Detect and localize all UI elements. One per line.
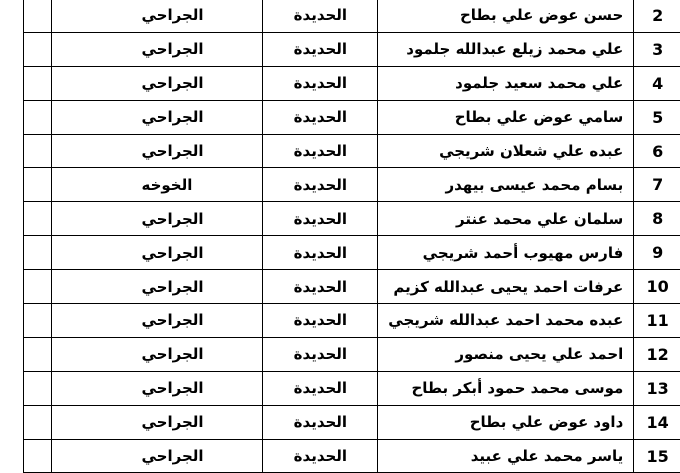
blank-cell	[24, 134, 52, 168]
district-cell: الجراحي	[51, 371, 263, 405]
table-row	[24, 168, 680, 202]
table-body	[24, 0, 680, 473]
name-cell: فارس مهيوب أحمد شريجي	[378, 236, 634, 270]
name-cell: احمد علي يحيى منصور	[378, 337, 634, 371]
district-cell: الجراحي	[51, 100, 263, 134]
table-row	[24, 236, 680, 270]
governorate-cell: الحديدة	[263, 405, 378, 439]
row-number-cell: 15	[634, 439, 680, 473]
row-number-cell: 2	[634, 0, 680, 32]
table-row	[24, 371, 680, 405]
blank-cell	[24, 0, 52, 32]
row-number-cell: 5	[634, 100, 680, 134]
table-row	[24, 134, 680, 168]
governorate-cell: الحديدة	[263, 236, 378, 270]
names-table	[23, 0, 680, 473]
blank-cell	[24, 371, 52, 405]
district-cell: الجراحي	[51, 270, 263, 304]
name-cell: عبده محمد احمد عبدالله شريجي	[378, 304, 634, 338]
row-number-cell: 14	[634, 405, 680, 439]
district-cell: الجراحي	[51, 337, 263, 371]
blank-cell	[24, 236, 52, 270]
table-row	[24, 32, 680, 66]
row-number-cell: 3	[634, 32, 680, 66]
row-number-cell: 6	[634, 134, 680, 168]
governorate-cell: الحديدة	[263, 0, 378, 32]
governorate-cell: الحديدة	[263, 270, 378, 304]
district-cell: الجراحي	[51, 439, 263, 473]
district-cell: الجراحي	[51, 405, 263, 439]
blank-cell	[24, 32, 52, 66]
table-row	[24, 405, 680, 439]
name-cell: موسى محمد حمود أبكر بطاح	[378, 371, 634, 405]
governorate-cell: الحديدة	[263, 66, 378, 100]
row-number-cell: 11	[634, 304, 680, 338]
district-cell: الجراحي	[51, 66, 263, 100]
blank-cell	[24, 168, 52, 202]
district-cell: الجراحي	[51, 236, 263, 270]
governorate-cell: الحديدة	[263, 371, 378, 405]
name-cell: سامي عوض علي بطاح	[378, 100, 634, 134]
governorate-cell: الحديدة	[263, 304, 378, 338]
name-cell: عرفات احمد يحيى عبدالله كزيم	[378, 270, 634, 304]
row-number-cell: 10	[634, 270, 680, 304]
district-cell: الجراحي	[51, 202, 263, 236]
district-cell: الجراحي	[51, 304, 263, 338]
governorate-cell: الحديدة	[263, 168, 378, 202]
blank-cell	[24, 405, 52, 439]
governorate-cell: الحديدة	[263, 100, 378, 134]
row-number-cell: 7	[634, 168, 680, 202]
governorate-cell: الحديدة	[263, 439, 378, 473]
blank-cell	[24, 337, 52, 371]
governorate-cell: الحديدة	[263, 202, 378, 236]
blank-cell	[24, 66, 52, 100]
blank-cell	[24, 439, 52, 473]
blank-cell	[24, 100, 52, 134]
table-row	[24, 100, 680, 134]
governorate-cell: الحديدة	[263, 32, 378, 66]
governorate-cell: الحديدة	[263, 134, 378, 168]
district-cell: الجراحي	[51, 134, 263, 168]
blank-cell	[24, 202, 52, 236]
district-cell: الخوخه	[51, 168, 263, 202]
district-cell: الجراحي	[51, 0, 263, 32]
blank-cell	[24, 270, 52, 304]
governorate-cell: الحديدة	[263, 337, 378, 371]
table-row	[24, 202, 680, 236]
name-cell: علي محمد زيلع عبدالله جلمود	[378, 32, 634, 66]
row-number-cell: 9	[634, 236, 680, 270]
table-row	[24, 439, 680, 473]
name-cell: ياسر محمد علي عبيد	[378, 439, 634, 473]
name-cell: داود عوض علي بطاح	[378, 405, 634, 439]
row-number-cell: 13	[634, 371, 680, 405]
table-row	[24, 270, 680, 304]
table-row	[24, 66, 680, 100]
table-row	[24, 304, 680, 338]
row-number-cell: 4	[634, 66, 680, 100]
table-row	[24, 337, 680, 371]
name-cell: بسام محمد عيسى بيهدر	[378, 168, 634, 202]
row-number-cell: 8	[634, 202, 680, 236]
name-cell: علي محمد سعيد جلمود	[378, 66, 634, 100]
district-cell: الجراحي	[51, 32, 263, 66]
table-row	[24, 0, 680, 32]
name-cell: عبده علي شعلان شريجي	[378, 134, 634, 168]
name-cell: حسن عوض علي بطاح	[378, 0, 634, 32]
row-number-cell: 12	[634, 337, 680, 371]
blank-cell	[24, 304, 52, 338]
name-cell: سلمان علي محمد عنتر	[378, 202, 634, 236]
